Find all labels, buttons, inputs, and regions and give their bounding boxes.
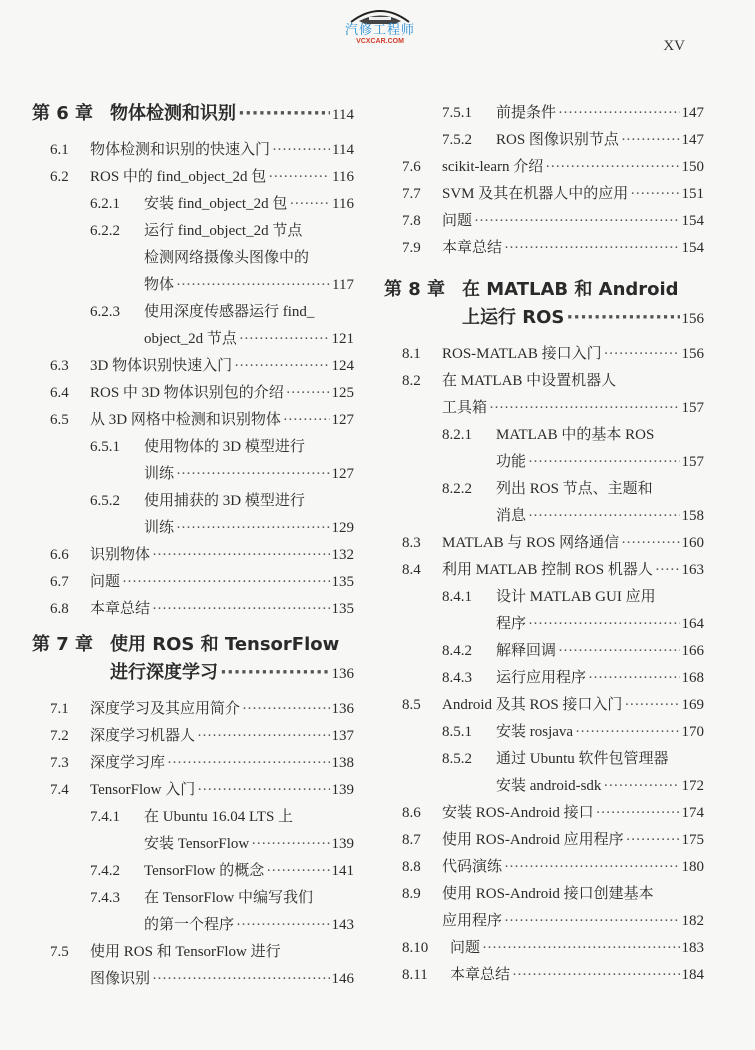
leader-dots	[176, 515, 329, 542]
toc-entry[interactable]	[32, 488, 354, 515]
toc-entry-continuation	[32, 912, 354, 939]
toc-entry[interactable]	[32, 218, 354, 245]
section-title: 应用程序	[442, 913, 503, 929]
section-number: 7.4	[50, 782, 69, 798]
page-ref: 139	[331, 782, 354, 798]
page-ref: 151	[681, 186, 704, 202]
page-ref: 143	[331, 917, 354, 933]
section-title: 功能	[496, 454, 527, 470]
toc-entry[interactable]	[384, 692, 704, 719]
section-title: 问题	[90, 574, 121, 590]
section-number: 6.2.3	[90, 304, 120, 320]
leader-dots	[197, 777, 329, 804]
leader-dots	[545, 154, 679, 181]
leader-dots	[268, 164, 330, 191]
section-title: 从 3D 网格中检测和识别物体	[90, 412, 281, 428]
section-title: 设计 MATLAB GUI 应用	[496, 589, 656, 605]
leader-dots	[239, 326, 330, 353]
toc-entry[interactable]	[32, 777, 354, 804]
logo-url-text: VCXCAR.COM	[356, 38, 404, 45]
page-ref: 182	[681, 913, 704, 929]
page-ref: 141	[331, 863, 354, 879]
page-ref: 117	[332, 277, 354, 293]
section-title: 识别物体	[90, 547, 151, 563]
section-number: 6.1	[50, 142, 69, 158]
page-ref: 157	[681, 400, 704, 416]
leader-dots	[220, 659, 330, 687]
leader-dots	[528, 449, 679, 476]
leader-dots	[122, 569, 329, 596]
section-title: 使用捕获的 3D 模型进行	[144, 493, 305, 509]
leader-dots	[512, 962, 679, 989]
toc-entry[interactable]	[32, 858, 354, 885]
section-title: 3D 物体识别快速入门	[90, 358, 233, 374]
section-number: 8.4.3	[442, 670, 472, 686]
section-title: 安装 ROS-Android 接口	[442, 805, 594, 821]
section-number: 7.1	[50, 701, 69, 717]
section-number: 6.4	[50, 385, 69, 401]
chapter-number: 第 8 章	[384, 279, 446, 300]
toc-entry-continuation	[32, 461, 354, 488]
section-title: 在 MATLAB 中设置机器人	[442, 373, 617, 389]
toc-entry[interactable]	[32, 380, 354, 407]
section-title: 程序	[496, 616, 527, 632]
leader-dots	[621, 530, 679, 557]
toc-chapter-8[interactable]	[384, 276, 704, 304]
page-ref: 147	[681, 132, 704, 148]
section-number: 7.5.2	[442, 132, 472, 148]
leader-dots	[528, 503, 679, 530]
page-ref: 154	[681, 213, 704, 229]
chapter-title: 进行深度学习	[110, 662, 218, 683]
section-number: 8.2.2	[442, 481, 472, 497]
leader-dots	[152, 542, 329, 569]
toc-entry[interactable]	[384, 100, 704, 127]
chapter-number: 第 6 章	[32, 103, 94, 124]
section-title: 深度学习及其应用简介	[90, 701, 241, 717]
page-ref: 174	[681, 805, 704, 821]
page-ref: 121	[331, 331, 354, 347]
toc-entry-continuation	[384, 908, 704, 935]
page-ref: 135	[331, 601, 354, 617]
page-ref: 166	[681, 643, 704, 659]
section-title: 安装 find_object_2d 包	[144, 196, 288, 212]
page-ref: 160	[681, 535, 704, 551]
leader-dots	[626, 827, 680, 854]
toc-entry[interactable]	[384, 827, 704, 854]
section-title: 安装 TensorFlow	[144, 836, 250, 852]
toc-entry[interactable]	[384, 235, 704, 262]
section-number: 8.5	[402, 697, 421, 713]
toc-entry[interactable]	[384, 154, 704, 181]
leader-dots	[286, 380, 330, 407]
section-number: 7.4.2	[90, 863, 120, 879]
page-ref: 158	[681, 508, 704, 524]
section-title: 利用 MATLAB 控制 ROS 机器人	[442, 562, 653, 578]
chapter-number: 第 7 章	[32, 634, 94, 655]
section-title: 本章总结	[90, 601, 151, 617]
leader-dots	[603, 773, 679, 800]
section-number: 7.6	[402, 159, 421, 175]
leader-dots	[272, 137, 330, 164]
watermark-logo	[334, 4, 426, 50]
leader-dots	[621, 127, 680, 154]
section-number: 8.7	[402, 832, 421, 848]
page-ref: 184	[681, 967, 704, 983]
page-ref: 147	[681, 105, 704, 121]
page-ref: 138	[331, 755, 354, 771]
section-number: 7.8	[402, 213, 421, 229]
section-number: 6.7	[50, 574, 69, 590]
toc-entry[interactable]	[384, 638, 704, 665]
leader-dots	[604, 341, 680, 368]
toc-entry[interactable]	[32, 299, 354, 326]
chapter-title: 使用 ROS 和 TensorFlow	[110, 634, 340, 655]
section-title: Android 及其 ROS 接口入门	[442, 697, 623, 713]
section-title: ROS 中 3D 物体识别包的介绍	[90, 385, 284, 401]
section-number: 8.10	[402, 940, 429, 956]
page-ref: 146	[331, 971, 354, 987]
section-title: 本章总结	[442, 240, 503, 256]
page-ref: 136	[331, 701, 354, 717]
section-number: 8.8	[402, 859, 421, 875]
section-title: MATLAB 与 ROS 网络通信	[442, 535, 620, 551]
page-ref: 157	[681, 454, 704, 470]
section-number: 7.3	[50, 755, 69, 771]
leader-dots	[558, 638, 679, 665]
section-title: 消息	[496, 508, 527, 524]
page-ref: 175	[681, 832, 704, 848]
section-title: TensorFlow 入门	[90, 782, 196, 798]
page-ref: 127	[331, 466, 354, 482]
page-ref: 168	[681, 670, 704, 686]
toc-entry[interactable]	[32, 804, 354, 831]
section-title: 本章总结	[450, 967, 511, 983]
toc-entry[interactable]	[384, 557, 704, 584]
section-number: 6.6	[50, 547, 69, 563]
section-number: 7.9	[402, 240, 421, 256]
toc-entry[interactable]	[384, 746, 704, 773]
section-number: 8.5.2	[442, 751, 472, 767]
section-number: 6.3	[50, 358, 69, 374]
toc-entry-continuation	[32, 831, 354, 858]
page-ref: 114	[332, 142, 354, 158]
toc-entry[interactable]	[384, 127, 704, 154]
page-ref: 180	[681, 859, 704, 875]
section-number: 8.6	[402, 805, 421, 821]
section-number: 6.8	[50, 601, 69, 617]
section-number: 6.2	[50, 169, 69, 185]
leader-dots	[474, 208, 679, 235]
toc-entry[interactable]	[32, 434, 354, 461]
toc-entry[interactable]	[384, 854, 704, 881]
section-title: 使用物体的 3D 模型进行	[144, 439, 305, 455]
section-number: 6.5.2	[90, 493, 120, 509]
section-title: ROS-MATLAB 接口入门	[442, 346, 602, 362]
section-title: 问题	[442, 213, 473, 229]
page-ref: 129	[331, 520, 354, 536]
section-title: 列出 ROS 节点、主题和	[496, 481, 653, 497]
section-title: 在 TensorFlow 中编写我们	[144, 890, 313, 906]
section-number: 8.4.1	[442, 589, 472, 605]
toc-entry[interactable]	[32, 596, 354, 623]
leader-dots	[504, 235, 679, 262]
leader-dots	[504, 908, 679, 935]
section-title: 深度学习机器人	[90, 728, 196, 744]
leader-dots	[558, 100, 679, 127]
page-ref: 164	[681, 616, 704, 632]
section-title: 通过 Ubuntu 软件包管理器	[496, 751, 669, 767]
toc-entry[interactable]	[32, 569, 354, 596]
page-ref: 183	[681, 940, 704, 956]
section-title: 使用深度传感器运行 find_	[144, 304, 315, 320]
toc-entry[interactable]	[384, 476, 704, 503]
toc-entry[interactable]	[384, 881, 704, 908]
page-number: XV	[663, 38, 685, 54]
toc-entry[interactable]	[32, 542, 354, 569]
section-title: 运行 find_object_2d 节点	[144, 223, 303, 239]
leader-dots	[655, 557, 680, 584]
section-title: 检测网络摄像头图像中的	[144, 250, 310, 266]
chapter-title: 上运行 ROS	[462, 307, 565, 328]
section-title: 使用 ROS-Android 接口创建基本	[442, 886, 654, 902]
toc-entry-continuation	[32, 245, 354, 272]
page-ref: 114	[332, 107, 354, 123]
toc-entry[interactable]	[384, 962, 704, 989]
page-ref: 127	[331, 412, 354, 428]
toc-chapter-6[interactable]	[32, 100, 354, 129]
section-number: 7.5.1	[442, 105, 472, 121]
toc-chapter-7[interactable]	[32, 631, 354, 659]
section-title: ROS 图像识别节点	[496, 132, 619, 148]
toc-entry-continuation	[32, 272, 354, 299]
toc-entry[interactable]	[32, 164, 354, 191]
section-title: ROS 中的 find_object_2d 包	[90, 169, 267, 185]
leader-dots	[176, 461, 329, 488]
leader-dots	[234, 353, 329, 380]
leader-dots	[575, 719, 679, 746]
toc-entry[interactable]	[384, 530, 704, 557]
section-number: 7.4.1	[90, 809, 120, 825]
toc-right-column	[384, 100, 704, 989]
chapter-title: 物体检测和识别	[110, 103, 236, 124]
section-number: 8.2	[402, 373, 421, 389]
section-number: 6.2.1	[90, 196, 120, 212]
leader-dots	[167, 750, 329, 777]
page-ref: 124	[331, 358, 354, 374]
toc-entry[interactable]	[32, 407, 354, 434]
section-title: TensorFlow 的概念	[144, 863, 265, 879]
toc-entry[interactable]	[384, 422, 704, 449]
leader-dots	[596, 800, 680, 827]
toc-entry-continuation	[384, 611, 704, 638]
section-title: 图像识别	[90, 971, 151, 987]
page-ref: 116	[332, 196, 354, 212]
section-title: 物体检测和识别的快速入门	[90, 142, 271, 158]
toc-entry-continuation	[32, 515, 354, 542]
toc-entry[interactable]	[384, 181, 704, 208]
toc-entry-continuation	[384, 395, 704, 422]
toc-entry-continuation	[384, 773, 704, 800]
section-number: 8.1	[402, 346, 421, 362]
section-title: 物体	[144, 277, 175, 293]
section-title: 深度学习库	[90, 755, 166, 771]
page-ref: 156	[681, 311, 704, 327]
leader-dots	[489, 395, 679, 422]
leader-dots	[266, 858, 329, 885]
leader-dots	[242, 696, 329, 723]
toc-entry[interactable]	[32, 723, 354, 750]
toc-entry[interactable]	[384, 584, 704, 611]
section-title: 解释回调	[496, 643, 557, 659]
section-number: 8.11	[402, 967, 428, 983]
toc-entry[interactable]	[384, 800, 704, 827]
page-ref: 172	[681, 778, 704, 794]
section-title: 前提条件	[496, 105, 557, 121]
leader-dots	[482, 935, 679, 962]
toc-entry-continuation	[384, 449, 704, 476]
page-ref: 139	[331, 836, 354, 852]
toc-entry[interactable]	[384, 935, 704, 962]
leader-dots	[251, 831, 329, 858]
toc-entry[interactable]	[384, 665, 704, 692]
leader-dots	[504, 854, 679, 881]
leader-dots	[588, 665, 679, 692]
leader-dots	[630, 181, 679, 208]
section-number: 6.5.1	[90, 439, 120, 455]
section-title: 在 Ubuntu 16.04 LTS 上	[144, 809, 294, 825]
leader-dots	[236, 912, 329, 939]
section-number: 8.2.1	[442, 427, 472, 443]
section-title: 安装 rosjava	[496, 724, 574, 740]
page-ref: 125	[331, 385, 354, 401]
page-ref: 116	[332, 169, 354, 185]
toc-entry[interactable]	[384, 208, 704, 235]
toc-entry[interactable]	[32, 939, 354, 966]
section-number: 6.2.2	[90, 223, 120, 239]
leader-dots	[289, 191, 330, 218]
page-ref: 154	[681, 240, 704, 256]
toc-entry-continuation	[32, 326, 354, 353]
section-title: scikit-learn 介绍	[442, 159, 544, 175]
toc-chapter-continuation	[32, 659, 354, 688]
leader-dots	[152, 596, 329, 623]
toc-chapter-continuation	[384, 304, 704, 333]
toc-entry[interactable]	[384, 719, 704, 746]
leader-dots	[283, 407, 330, 434]
page-ref: 136	[331, 666, 354, 682]
section-title: 运行应用程序	[496, 670, 587, 686]
leader-dots	[528, 611, 679, 638]
page-ref: 132	[331, 547, 354, 563]
toc-entry-continuation	[32, 966, 354, 993]
page-ref: 170	[681, 724, 704, 740]
section-title: 训练	[144, 466, 175, 482]
toc-entry[interactable]	[32, 191, 354, 218]
toc-entry-continuation	[384, 503, 704, 530]
section-title: 的第一个程序	[144, 917, 235, 933]
section-number: 7.7	[402, 186, 421, 202]
section-title: 问题	[450, 940, 481, 956]
leader-dots	[197, 723, 329, 750]
page-ref: 135	[331, 574, 354, 590]
leader-dots	[152, 966, 329, 993]
toc-entry[interactable]	[32, 750, 354, 777]
section-title: 使用 ROS 和 TensorFlow 进行	[90, 944, 281, 960]
leader-dots	[176, 272, 330, 299]
toc-left-column	[32, 100, 354, 993]
section-number: 7.5	[50, 944, 69, 960]
page-ref: 150	[681, 159, 704, 175]
section-number: 8.4	[402, 562, 421, 578]
section-title: object_2d 节点	[144, 331, 237, 347]
page-ref: 169	[681, 697, 704, 713]
section-title: 使用 ROS-Android 应用程序	[442, 832, 624, 848]
page-ref: 137	[331, 728, 354, 744]
section-title: SVM 及其在机器人中的应用	[442, 186, 629, 202]
section-number: 8.5.1	[442, 724, 472, 740]
page-ref: 156	[681, 346, 704, 362]
section-title: 代码演练	[442, 859, 503, 875]
leader-dots	[624, 692, 679, 719]
section-title: 训练	[144, 520, 175, 536]
leader-dots	[238, 100, 330, 128]
logo-chinese-text: 汽修工程师	[344, 23, 415, 38]
section-title: 工具箱	[442, 400, 488, 416]
toc-entry[interactable]	[32, 885, 354, 912]
section-number: 6.5	[50, 412, 69, 428]
chapter-title: 在 MATLAB 和 Android	[462, 279, 679, 300]
section-number: 7.4.3	[90, 890, 120, 906]
section-title: MATLAB 中的基本 ROS	[496, 427, 655, 443]
section-number: 8.4.2	[442, 643, 472, 659]
toc-entry[interactable]	[32, 137, 354, 164]
section-number: 7.2	[50, 728, 69, 744]
toc-entry[interactable]	[384, 341, 704, 368]
toc-entry[interactable]	[384, 368, 704, 395]
page-ref: 163	[681, 562, 704, 578]
section-title: 安装 android-sdk	[496, 778, 602, 794]
toc-entry[interactable]	[32, 696, 354, 723]
section-number: 8.3	[402, 535, 421, 551]
leader-dots	[566, 304, 679, 332]
toc-entry[interactable]	[32, 353, 354, 380]
section-number: 8.9	[402, 886, 421, 902]
